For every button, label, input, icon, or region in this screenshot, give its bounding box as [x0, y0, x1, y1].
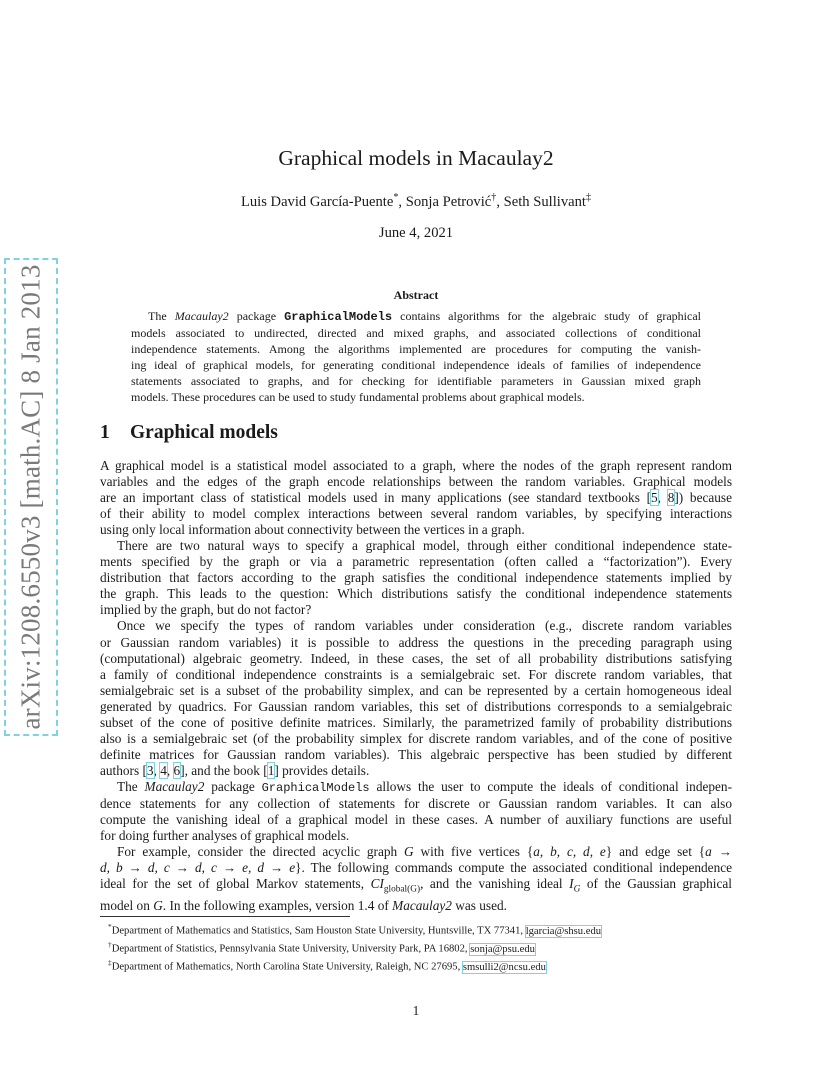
body-line: Once we specify the types of random variables under consideration (e.g., discrete random variables: [117, 618, 732, 634]
arxiv-stamp: [4, 258, 58, 736]
body-line: d, b → d, c → d, c → e, d → e}. The following commands compute the associated conditional independence: [100, 860, 733, 876]
citation-link[interactable]: 4: [160, 762, 167, 778]
author-name: Sonja Petrović: [405, 193, 492, 210]
body-line: generated by quadrics. For Gaussian random variables, this set of distributions corresponds to a semialgebraic: [100, 698, 732, 714]
body-line: definite matrices for Gaussian random variables). This algebraic perspective has been studied by different: [100, 746, 732, 762]
body-line: model on G. In the following examples, version 1.4 of Macaulay2 was used.: [100, 897, 507, 913]
body-line: subset of the cone of positive definite matrices. Similarly, the parametrized family of probability distributions: [100, 714, 732, 730]
body-line: The Macaulay2 package GraphicalModels allows the user to compute the ideals of conditional indepen-: [117, 778, 733, 795]
email-link[interactable]: sonja@psu.edu: [470, 943, 535, 955]
paper-date: June 4, 2021: [378, 225, 454, 241]
footnote-rule: [100, 916, 350, 917]
body-line: also is a semialgebraic set (of the probability simplex for discrete random variables, and of the cone of positive: [100, 730, 732, 746]
citation-link[interactable]: 8: [667, 490, 675, 506]
body-line: implied by the graph, but do not factor?: [100, 602, 312, 618]
arxiv-stamp-text: arXiv:1208.6550v3 [math.AC] 8 Jan 2013: [15, 264, 46, 730]
author-footnote-mark[interactable]: ‡: [585, 192, 592, 203]
author-footnote-mark[interactable]: *: [393, 192, 399, 203]
author-name: Luis David García-Puente: [240, 193, 394, 210]
author-name: Seth Sullivant: [503, 193, 586, 210]
citation-link[interactable]: 1: [267, 762, 275, 778]
email-link[interactable]: lgarcia@shsu.edu: [525, 925, 602, 937]
abstract-line: statements associated to graphs, and for checking for identifiable parameters in Gaussian mixed graph: [131, 374, 701, 388]
section-number: 1: [100, 422, 110, 443]
page-number: 1: [412, 1003, 420, 1018]
body-line: are an important class of statistical models used in many applications (see standard textbooks [5, 8]) because: [100, 490, 732, 506]
body-line: ideal for the set of global Markov statements, $CI_{global(G)}$, and the vanishing ideal $I_G$ of the Gaussian graphical: [100, 876, 733, 895]
body-line: authors [3, 4, 6], and the book [1] provides details.: [100, 762, 370, 778]
body-line: semialgebraic set is a subset of the probability simplex, and can be represented by a certain homogeneous ideal: [100, 682, 732, 698]
footnote: †Department of Statistics, Pennsylvania State University, University Park, PA 16802, sonja@psu.edu: [108, 940, 535, 955]
citation-link[interactable]: 5: [651, 490, 658, 506]
abstract-line: ing ideal of graphical models, for generating conditional independence ideals of families of independence: [131, 358, 701, 372]
body-line: A graphical model is a statistical model associated to a graph, where the nodes of the graph represent random: [100, 458, 732, 473]
body-line: dence statements for any collection of statements for discrete or Gaussian random variables. It can also: [100, 795, 732, 811]
abstract-line: independence statements. Among the algorithms implemented are procedures for computing the vanish-: [131, 342, 701, 356]
abstract-text: [131, 308, 701, 405]
body-line: the graph. This leads to the question: Which distributions satisfy the conditional independence statements: [100, 586, 732, 602]
body-line: (computational) algebraic geometry. Indeed, in these cases, the set of all probability distributions satisfying: [100, 650, 732, 666]
body-line: variables and the edges of the graph encode relationships between the random variables. Graphical models: [100, 474, 732, 490]
body-line: a family of conditional independence constraints is a semialgebraic set. For discrete random variables, that: [100, 666, 732, 682]
author-list: Luis David García-Puente*, Sonja Petrović†, Seth Sullivant‡: [240, 192, 592, 210]
body-line: or Gaussian random variables) it is possible to address the questions in the preceding paragraph using: [100, 634, 732, 650]
section-body: [100, 458, 732, 914]
body-line: of their ability to model complex interactions between several random variables, by specifying interactions: [100, 506, 732, 522]
author-footnote-mark[interactable]: †: [491, 192, 497, 203]
footnote: *Department of Mathematics and Statistics, Sam Houston State University, Huntsville, TX 77341, lgarcia@shsu.edu: [108, 922, 602, 937]
footnote: ‡Department of Mathematics, North Carolina State University, Raleigh, NC 27695, smsulli2@ncsu.edu: [108, 958, 546, 973]
citation-link[interactable]: 6: [173, 762, 181, 778]
body-line: There are two natural ways to specify a graphical model, through either conditional independence state-: [117, 538, 732, 554]
abstract-line: models associated to undirected, directed and mixed graphs, and associated collections of conditional: [131, 326, 701, 340]
body-line: compute the vanishing ideal of a graphical model in these cases. A number of auxiliary functions are useful: [100, 812, 732, 828]
body-line: distribution that factors according to the graph satisfies the conditional independence statements implied by: [100, 570, 732, 586]
citation-link[interactable]: 3: [146, 762, 154, 778]
abstract-line: The Macaulay2 package GraphicalModels contains algorithms for the algebraic study of graphical: [148, 309, 701, 324]
section-title: Graphical models: [130, 422, 278, 443]
email-link[interactable]: smsulli2@ncsu.edu: [462, 961, 546, 973]
body-line: using only local information about connectivity between the vertices in a graph.: [100, 522, 525, 538]
body-line: For example, consider the directed acyclic graph G with five vertices {a, b, c, d, e} and edge set {a →: [117, 844, 733, 860]
body-line: ments specified by the graph or via a parametric representation (often called a “factorization”). Every: [100, 554, 732, 570]
footnotes: [108, 920, 728, 974]
body-line: for doing further analyses of graphical models.: [100, 828, 350, 844]
abstract-line: models. These procedures can be used to study fundamental problems about graphical models.: [131, 390, 585, 404]
abstract-heading: Abstract: [393, 288, 439, 302]
paper-title: Graphical models in Macaulay2: [278, 146, 554, 170]
section-heading: [100, 422, 278, 444]
